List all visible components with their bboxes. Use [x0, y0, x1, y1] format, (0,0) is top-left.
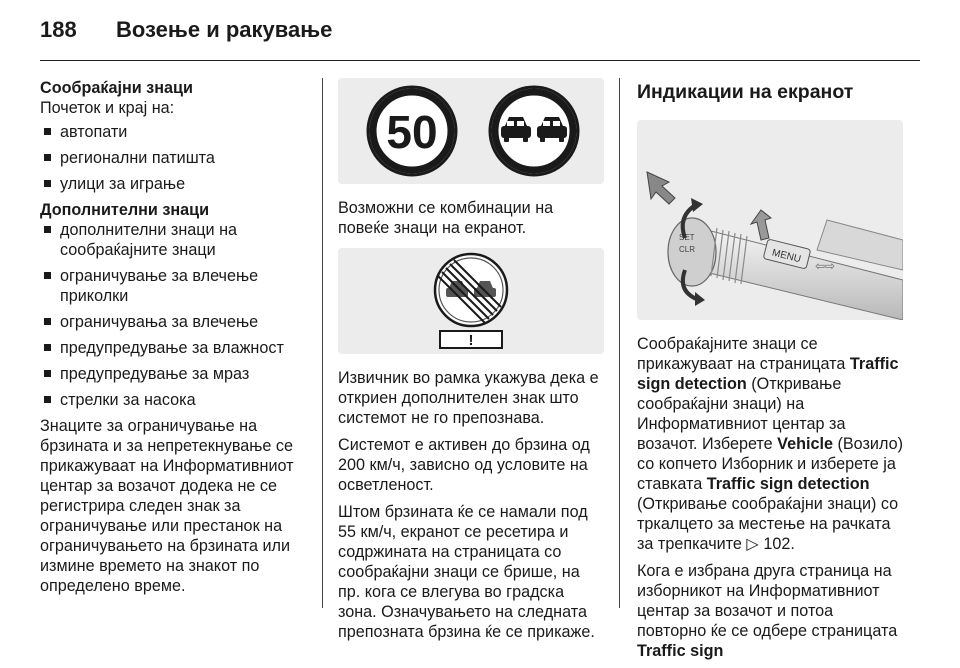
turn-signal-stalk-illustration	[637, 120, 903, 320]
intro-list	[40, 122, 310, 194]
figure-caption: Возможни се комбинации на повеќе знаци на екранот.	[338, 199, 554, 237]
figure-speed-signs	[338, 78, 604, 184]
body-paragraph: Системот е активен до брзина од 200 км/ч, зависно од условите на осветленост.	[338, 436, 590, 494]
section-title-signs: Сообраќајни знаци	[40, 79, 193, 97]
set-label: SET	[679, 233, 695, 242]
page-title: Возење и ракување	[116, 17, 333, 42]
list-item: дополнителни знаци на сообраќајните знаци	[40, 220, 310, 260]
section-title-display: Индикации на екранот	[637, 81, 854, 103]
page-number: 188	[40, 17, 77, 42]
speed-limit-sign-icon	[368, 87, 456, 175]
list-item: ограничување за влечење приколки	[40, 266, 310, 306]
list-item: предупредување за мраз	[40, 364, 310, 384]
body-paragraph: Сообраќајните знаци се прикажуваат на страницата Traffic sign detection (Откривање сообраќајни знаци) на Информативниот центар за возачот. Изберете Vehicle (Возило) со копчето Изборник и изберете ја ставката Traffic sign detection (Откривање сообраќајни знаци) со тркалцето за местење на рачката за трепкачите ▷ 102.	[637, 335, 903, 553]
end-no-overtaking-illustration	[338, 248, 604, 354]
clr-label: CLR	[679, 245, 696, 254]
exclaim-icon: !	[468, 332, 474, 349]
speed-signs-illustration	[338, 78, 604, 184]
body-paragraph: Кога е избрана друга страница на изборникот на Информативниот центар за возачот и потоа повторно ќе се одбере страницата Traffic sign	[637, 562, 898, 660]
section-title-additional: Дополнителни знаци	[40, 201, 210, 219]
column-1	[40, 78, 310, 603]
list-item: предупредување за влажност	[40, 338, 310, 358]
no-overtaking-sign-icon	[490, 87, 578, 175]
column-3	[637, 78, 903, 668]
body-paragraph: Знаците за ограничување на брзината и за непретекнување се прикажуваат на Информативниот центар за возачот додека не се регистрира следен знак за ограничување или престанок на ограничувањето на брзината или измине времето на знакот по определено време.	[40, 417, 294, 595]
intro-text: Почеток и крај на:	[40, 99, 175, 117]
speed-limit-value: 50	[386, 106, 438, 158]
body-paragraph: Штом брзината ќе се намали под 55 км/ч, екранот се ресетира и содржината на страницата со сообраќајни знаци се брише, на пр. кога се влегува во градска зона. Означувањето на следната препозната брзина ќе се прикаже.	[338, 503, 595, 641]
list-item: регионални патишта	[40, 148, 310, 168]
page-header	[40, 17, 332, 43]
menu-label: MENU	[770, 247, 803, 266]
additional-list	[40, 220, 310, 410]
body-paragraph: Извичник во рамка укажува дека е откриен дополнителен знак што системот не го препознава.	[338, 369, 599, 427]
list-item: автопати	[40, 122, 310, 142]
list-item: улици за играње	[40, 174, 310, 194]
push-arrow-icon	[647, 172, 675, 204]
column-divider-1	[322, 78, 323, 608]
end-no-overtaking-sign-icon	[435, 254, 507, 326]
list-item: ограничувања за влечење	[40, 312, 310, 332]
press-arrow-icon	[751, 210, 771, 240]
header-rule	[40, 60, 920, 61]
column-divider-2	[619, 78, 620, 608]
column-2	[338, 78, 604, 649]
nav-arrows-icon: ⇦⇨	[815, 259, 836, 273]
list-item: стрелки за насока	[40, 390, 310, 410]
figure-end-restriction	[338, 248, 604, 354]
figure-stalk	[637, 120, 903, 320]
page-reference: ▷ 102.	[746, 535, 795, 553]
